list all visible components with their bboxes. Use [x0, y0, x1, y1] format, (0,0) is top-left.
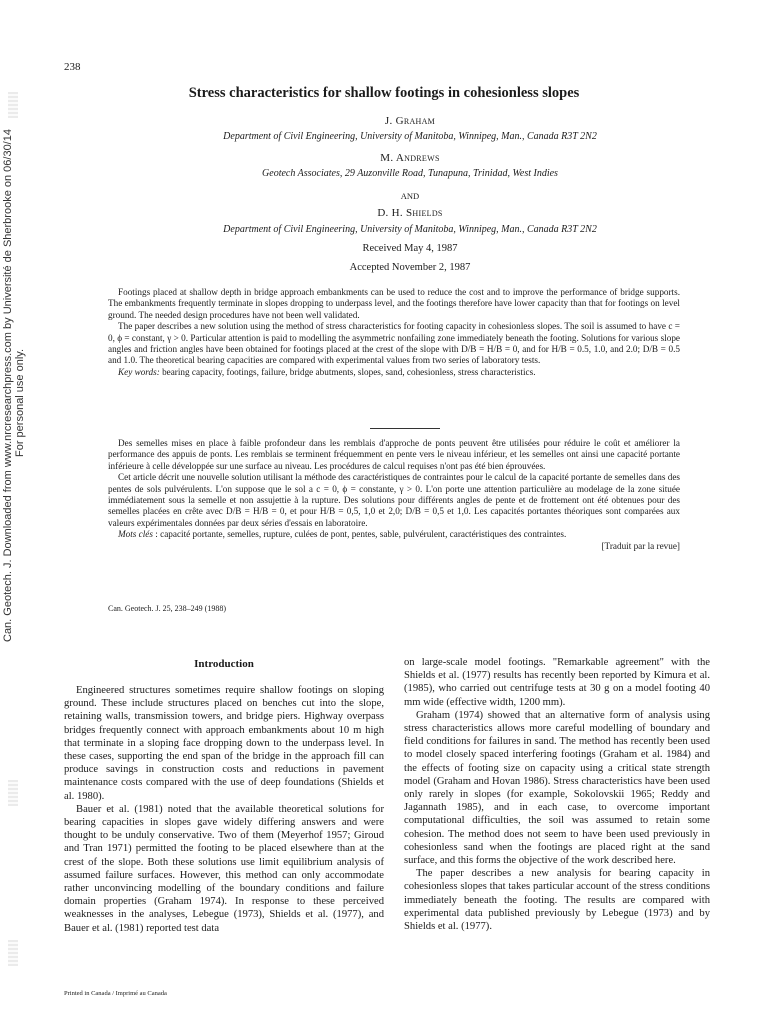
abstract-french [108, 438, 680, 552]
keywords-text: : capacité portante, semelles, rupture, culées de pont, pentes, sable, pulvérulent, caractéristiques des contraintes. [152, 529, 567, 540]
keywords [108, 529, 680, 540]
accepted-date: Accepted November 2, 1987 [349, 262, 471, 273]
author-name: J. Graham [384, 115, 436, 127]
body-paragraph: Graham (1974) showed that an alternative form of analysis using stress characteristics allows more careful modelling of boundary and field conditions for failures in sand. The method has recently been used to model closely spaced interfering footings (Graham et al. 1984) and the effects of footing size on capacity using a critical state strength model (Graham and Hovan 1986). Stress characteristics have been used only rarely in slopes (for example, Sokolovskii 1965; Reddy and Jagannath 1985), and in each case, to overcome important computational difficulties, the soil was assumed to retain some cohesion. The method does not seem to have been used previously in cohesionless sand when the footings are placed right at the sand surface, and this forms the objective of the work described here. [404, 709, 710, 867]
abstract-english [108, 287, 680, 378]
keywords-text: bearing capacity, footings, failure, bridge abutments, slopes, sand, cohesionless, stress characteristics. [159, 366, 536, 377]
watermark-line-1: Can. Geotech. J. Downloaded from www.nrcresearchpress.com by Université de Sherbrooke on 06/30/14 [2, 129, 14, 642]
journal-citation: Can. Geotech. J. 25, 238–249 (1988) [108, 604, 226, 613]
scan-mark [8, 780, 18, 806]
and-separator: AND [400, 191, 420, 201]
keywords-label: Key words: [118, 366, 160, 377]
author-affiliation: Department of Civil Engineering, University of Manitoba, Winnipeg, Man., Canada R3T 2N2 [223, 131, 597, 142]
author-affiliation: Department of Civil Engineering, University of Manitoba, Winnipeg, Man., Canada R3T 2N2 [223, 224, 597, 235]
body-paragraph: Engineered structures sometimes require shallow footings on sloping ground. These include structures placed on benches cut into the slope, retaining walls, transmission towers, and bridge piers. Highway overpass bridges frequently connect with approach embankments about 10 m high that terminate in a sloping face dropping down to the underpass level. In these cases, supporting the end span of the bridge in the approach fill can produce savings in construction costs and reductions in pavement maintenance costs compared with the use of deep foundations (Shields et al. 1980). [64, 685, 384, 802]
abstract-paragraph: Cet article décrit une nouvelle solution utilisant la méthode des caractéristiques de contraintes pour le calcul de la capacité portante de semelles dans des pentes de sols pulvérulents. L'on suppose que le sol a c = 0, ϕ = constante, γ > 0. L'on porte une attention particulière au modelage de la zone située immédiatement sous la semelle et non assujettie à la rupture. Des solutions pour différents angles de pente et de frottement ont été obtenues pour des semelles placées en crête avec D/B = H/B = 0, et pour H/B = 0,5, 1,0 et 2,0; D/B = 0,5 et 1,0. Les capacités portantes théoriques sont comparées aux valeurs expérimentales données par deux séries d'essais en laboratoire. [108, 472, 680, 528]
paper-title: Stress characteristics for shallow footings in cohesionless slopes [188, 85, 580, 101]
keywords [108, 367, 680, 378]
abstract-paragraph: The paper describes a new solution using the method of stress characteristics for footing capacity in cohesionless slopes. The soil is assumed to have c = 0, ϕ = constant, γ > 0. Particular attention is paid to modelling the asymmetric nonfailing zone immediately beneath the footing. Solutions for various slope angles and friction angles have been obtained for footings placed at the crest of the slope with D/B = H/B = 0, and for H/B = 0.5, 1.0, and 2.0; D/B = 0.5 and 1.0. The theoretical bearing capacities are compared with experimental values from two series of laboratory tests. [108, 321, 680, 366]
author-affiliation: Geotech Associates, 29 Auzonville Road, Tunapuna, Trinidad, West Indies [262, 168, 558, 179]
author-name: M. Andrews [380, 152, 440, 164]
abstract-paragraph: Des semelles mises en place à faible profondeur dans les remblais d'approche de ponts peuvent être utilisées pour réduire le coût et améliorer la performance des appuis de ponts. Les remblais se terminent fréquemment en pente vers le niveau inférieur, et les semelles ont ainsi une capacité portante inférieure à celle développée sur une surface au niveau. Les procédures de calcul requises n'ont pas été bien éprouvées. [108, 438, 680, 471]
body-column-right [404, 656, 710, 933]
translation-note: [Traduit par la revue] [601, 540, 680, 551]
watermark-line-2: For personal use only. [14, 348, 26, 457]
abstract-paragraph: Footings placed at shallow depth in bridge approach embankments can be used to reduce the cost and to improve the performance of bridge supports. The embankments frequently terminate in slopes dropping to underpass level, and the footings therefore have lower capacity than that for footings on level ground. The needed design procedures have not been well validated. [108, 287, 680, 320]
body-paragraph: Bauer et al. (1981) noted that the available theoretical solutions for bearing capacities in slopes gave widely differing answers and were thought to be unduly conservative. Two of them (Meyerhof 1957; Giroud and Tran 1971) permitted the footing to be placed elsewhere than at the crest of the slope. Both these solutions use limit equilibrium analysis of assumed failure surfaces. However, this method can only accommodate rather unconvincing modelling of the boundary conditions and failure domain properties (Graham 1974). In response to these perceived weaknesses in the analyses, Lebegue (1973), Shields et al. (1977), and Bauer et al. (1981) reported test data [64, 803, 384, 934]
page-number: 238 [64, 61, 81, 73]
body-paragraph: The paper describes a new analysis for bearing capacity in cohesionless slopes that takes particular account of the stress conditions immediately beneath the footing. The results are compared with experimental data published previously by Lebegue (1973) and by Shields et al. (1977). [404, 868, 710, 933]
section-heading: Introduction [194, 658, 254, 670]
body-paragraph: on large-scale model footings. "Remarkable agreement" with the Shields et al. (1977) results has recently been reported by Kimura et al. (1985), who carried out centrifuge tests at 30 g on a model footing 40 mm wide (effective width, 1200 mm). [404, 657, 710, 708]
received-date: Received May 4, 1987 [362, 243, 458, 254]
body-column-left [64, 684, 384, 935]
author-name: D. H. Shields [377, 207, 443, 219]
scan-mark [8, 940, 18, 966]
keywords-label: Mots clés [118, 529, 153, 540]
abstract-divider [370, 428, 440, 429]
printed-note: Printed in Canada / Imprimé au Canada [64, 990, 167, 997]
